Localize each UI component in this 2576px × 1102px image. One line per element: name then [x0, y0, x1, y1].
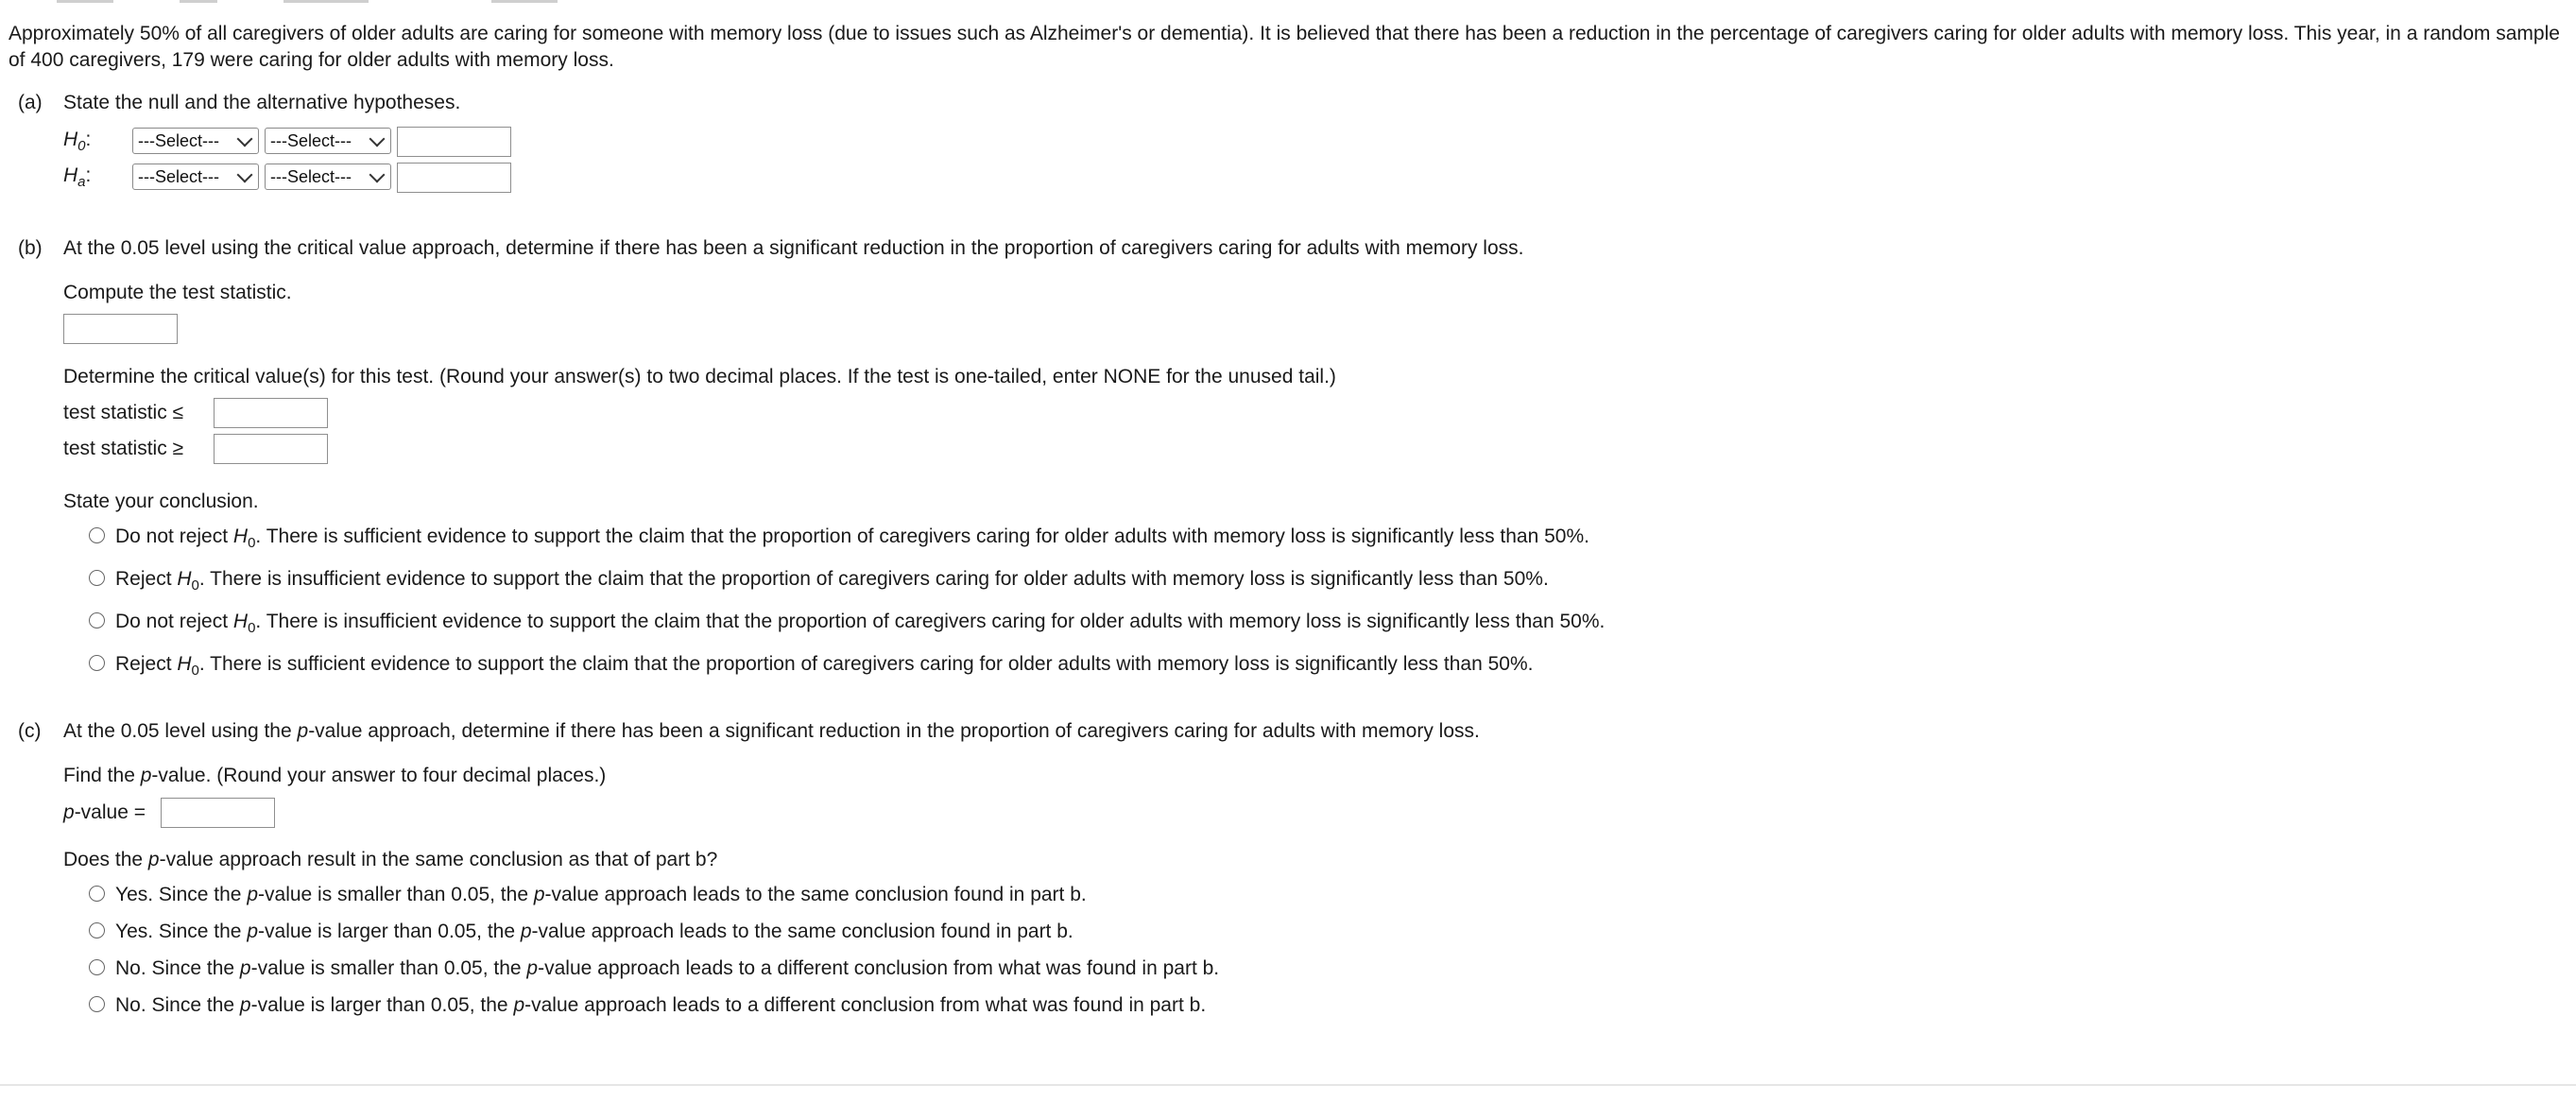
- pvalue-option-1[interactable]: Yes. Since the p-value is smaller than 0.05, the p-value approach leads to the same conclusion found in part b.: [115, 884, 1087, 905]
- bottom-divider: [0, 1084, 2576, 1086]
- upper-critical-value-input[interactable]: [214, 434, 328, 464]
- h0-value-input[interactable]: [397, 127, 511, 157]
- part-b-prompt: At the 0.05 level using the critical value approach, determine if there has been a significant reduction in the proportion of caregivers caring for adults with memory loss.: [63, 237, 1524, 259]
- chevron-down-icon: [369, 167, 386, 183]
- conclusion-option-3[interactable]: Do not reject $H_0$. There is insufficient evidence to support the claim that the proportion of caregivers caring for older adults with memory loss is significantly less than 50%.: [115, 611, 1606, 636]
- pvalue-radio-3[interactable]: [89, 959, 105, 975]
- conclusion-option-1[interactable]: Do not reject $H_0$. There is sufficient evidence to support the claim that the proportion of caregivers caring for older adults with memory loss is significantly less than 50%.: [115, 525, 1589, 551]
- compute-test-statistic-label: Compute the test statistic.: [63, 282, 292, 303]
- conclusion-prompt: State your conclusion.: [63, 491, 259, 512]
- pvalue-radio-4[interactable]: [89, 996, 105, 1012]
- pvalue-option-2[interactable]: Yes. Since the p-value is larger than 0.05, the p-value approach leads to the same conclusion found in part b.: [115, 921, 1073, 942]
- h0-parameter-select[interactable]: ---Select---: [132, 128, 259, 154]
- part-a-prompt: State the null and the alternative hypotheses.: [63, 92, 461, 113]
- part-c-prompt: At the 0.05 level using the p-value approach, determine if there has been a significant reduction in the proportion of caregivers caring for adults with memory loss.: [63, 720, 1480, 742]
- conclusion-option-4[interactable]: Reject $H_0$. There is sufficient evidence to support the claim that the proportion of caregivers caring for older adults with memory loss is significantly less than 50%.: [115, 653, 1534, 679]
- pvalue-radio-2[interactable]: [89, 922, 105, 938]
- critical-value-prompt: Determine the critical value(s) for this test. (Round your answer(s) to two decimal places. If the test is one-tailed, enter NONE for the unused tail.): [63, 366, 1336, 387]
- upper-critical-label: test statistic ≥: [63, 438, 184, 459]
- test-statistic-input[interactable]: [63, 314, 178, 344]
- ha-parameter-select[interactable]: ---Select---: [132, 164, 259, 190]
- conclusion-radio-1[interactable]: [89, 527, 105, 543]
- ha-value-input[interactable]: [397, 163, 511, 193]
- lower-critical-value-input[interactable]: [214, 398, 328, 428]
- h0-label: $H_0$:: [63, 129, 92, 154]
- chevron-down-icon: [237, 167, 253, 183]
- part-b-marker: (b): [18, 237, 43, 259]
- pvalue-option-3[interactable]: No. Since the p-value is smaller than 0.05, the p-value approach leads to a different conclusion from what was found in part b.: [115, 957, 1220, 979]
- conclusion-radio-2[interactable]: [89, 570, 105, 586]
- chevron-down-icon: [369, 131, 386, 147]
- pvalue-radio-1[interactable]: [89, 886, 105, 902]
- lower-critical-label: test statistic ≤: [63, 402, 184, 423]
- same-conclusion-prompt: Does the p-value approach result in the same conclusion as that of part b?: [63, 849, 718, 870]
- ha-operator-select[interactable]: ---Select---: [265, 164, 391, 190]
- pvalue-input[interactable]: [161, 798, 275, 828]
- part-c-marker: (c): [18, 720, 42, 742]
- top-edge: [0, 0, 2576, 4]
- part-a-marker: (a): [18, 92, 43, 113]
- conclusion-radio-4[interactable]: [89, 655, 105, 671]
- pvalue-option-4[interactable]: No. Since the p-value is larger than 0.05, the p-value approach leads to a different conclusion from what was found in part b.: [115, 994, 1207, 1016]
- problem-intro: Approximately 50% of all caregivers of older adults are caring for someone with memory loss (due to issues such as Alzheimer's or dementia). It is believed that there has been a reduction in the percentage of caregivers caring for older adults with memory loss. This year, in a random sample of 400 caregivers, 179 were caring for older adults with memory loss.: [9, 23, 2560, 71]
- conclusion-option-2[interactable]: Reject $H_0$. There is insufficient evidence to support the claim that the proportion of caregivers caring for older adults with memory loss is significantly less than 50%.: [115, 568, 1549, 594]
- conclusion-radio-3[interactable]: [89, 612, 105, 628]
- find-pvalue-prompt: Find the p-value. (Round your answer to four decimal places.): [63, 765, 607, 786]
- chevron-down-icon: [237, 131, 253, 147]
- pvalue-label: p-value =: [63, 801, 146, 823]
- h0-operator-select[interactable]: ---Select---: [265, 128, 391, 154]
- ha-label: $H_a$:: [63, 164, 92, 190]
